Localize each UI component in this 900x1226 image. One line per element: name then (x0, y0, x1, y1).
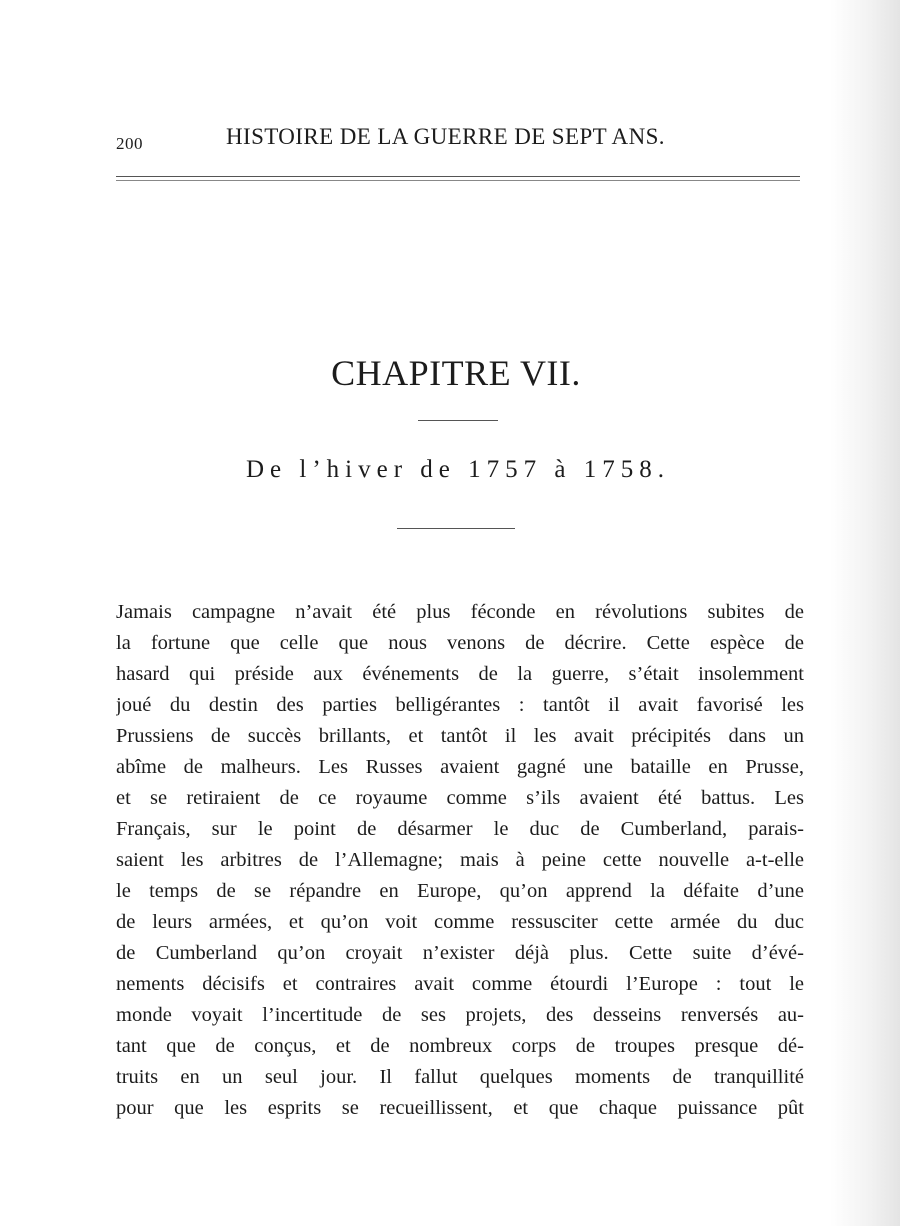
text-line: abîme de malheurs. Les Russes avaient gagné une bataille en Prusse, (116, 756, 804, 778)
text-line: truits en un seul jour. Il fallut quelques moments de tranquillité (116, 1066, 804, 1088)
chapter-subtitle: De l’hiver de 1757 à 1758. (246, 456, 670, 483)
text-line: Prussiens de succès brillants, et tantôt il les avait précipités dans un (116, 725, 804, 747)
subtitle-divider (397, 528, 515, 529)
text-line: nements décisifs et contraires avait comme étourdi l’Europe : tout le (116, 973, 804, 995)
chapter-title: CHAPITRE VII. (331, 353, 581, 393)
text-line: de leurs armées, et qu’on voit comme ressusciter cette armée du duc (116, 911, 804, 933)
page-number: 200 (116, 134, 143, 153)
running-title: HISTOIRE DE LA GUERRE DE SEPT ANS. (226, 124, 665, 149)
text-line: monde voyait l’incertitude de ses projets, des desseins renversés au- (116, 1004, 804, 1026)
text-line: tant que de conçus, et de nombreux corps de troupes presque dé- (116, 1035, 804, 1057)
running-head (116, 124, 806, 154)
text-line: saient les arbitres de l’Allemagne; mais à peine cette nouvelle a-t-elle (116, 849, 804, 871)
text-line: la fortune que celle que nous venons de décrire. Cette espèce de (116, 632, 804, 654)
text-line: de Cumberland qu’on croyait n’exister déjà plus. Cette suite d’évé- (116, 942, 804, 964)
text-line: Jamais campagne n’avait été plus féconde en révolutions subites de (116, 601, 804, 623)
header-rule-secondary (116, 180, 800, 181)
body-paragraph (116, 597, 804, 1124)
text-line: joué du destin des parties belligérantes : tantôt il avait favorisé les (116, 694, 804, 716)
text-line: pour que les esprits se recueillissent, et que chaque puissance pût (116, 1097, 804, 1119)
text-line: le temps de se répandre en Europe, qu’on apprend la défaite d’une (116, 880, 804, 902)
title-divider (418, 420, 498, 421)
text-line: et se retiraient de ce royaume comme s’ils avaient été battus. Les (116, 787, 804, 809)
text-line: Français, sur le point de désarmer le duc de Cumberland, parais- (116, 818, 804, 840)
header-rule (116, 176, 800, 177)
text-line: hasard qui préside aux événements de la guerre, s’était insolemment (116, 663, 804, 685)
